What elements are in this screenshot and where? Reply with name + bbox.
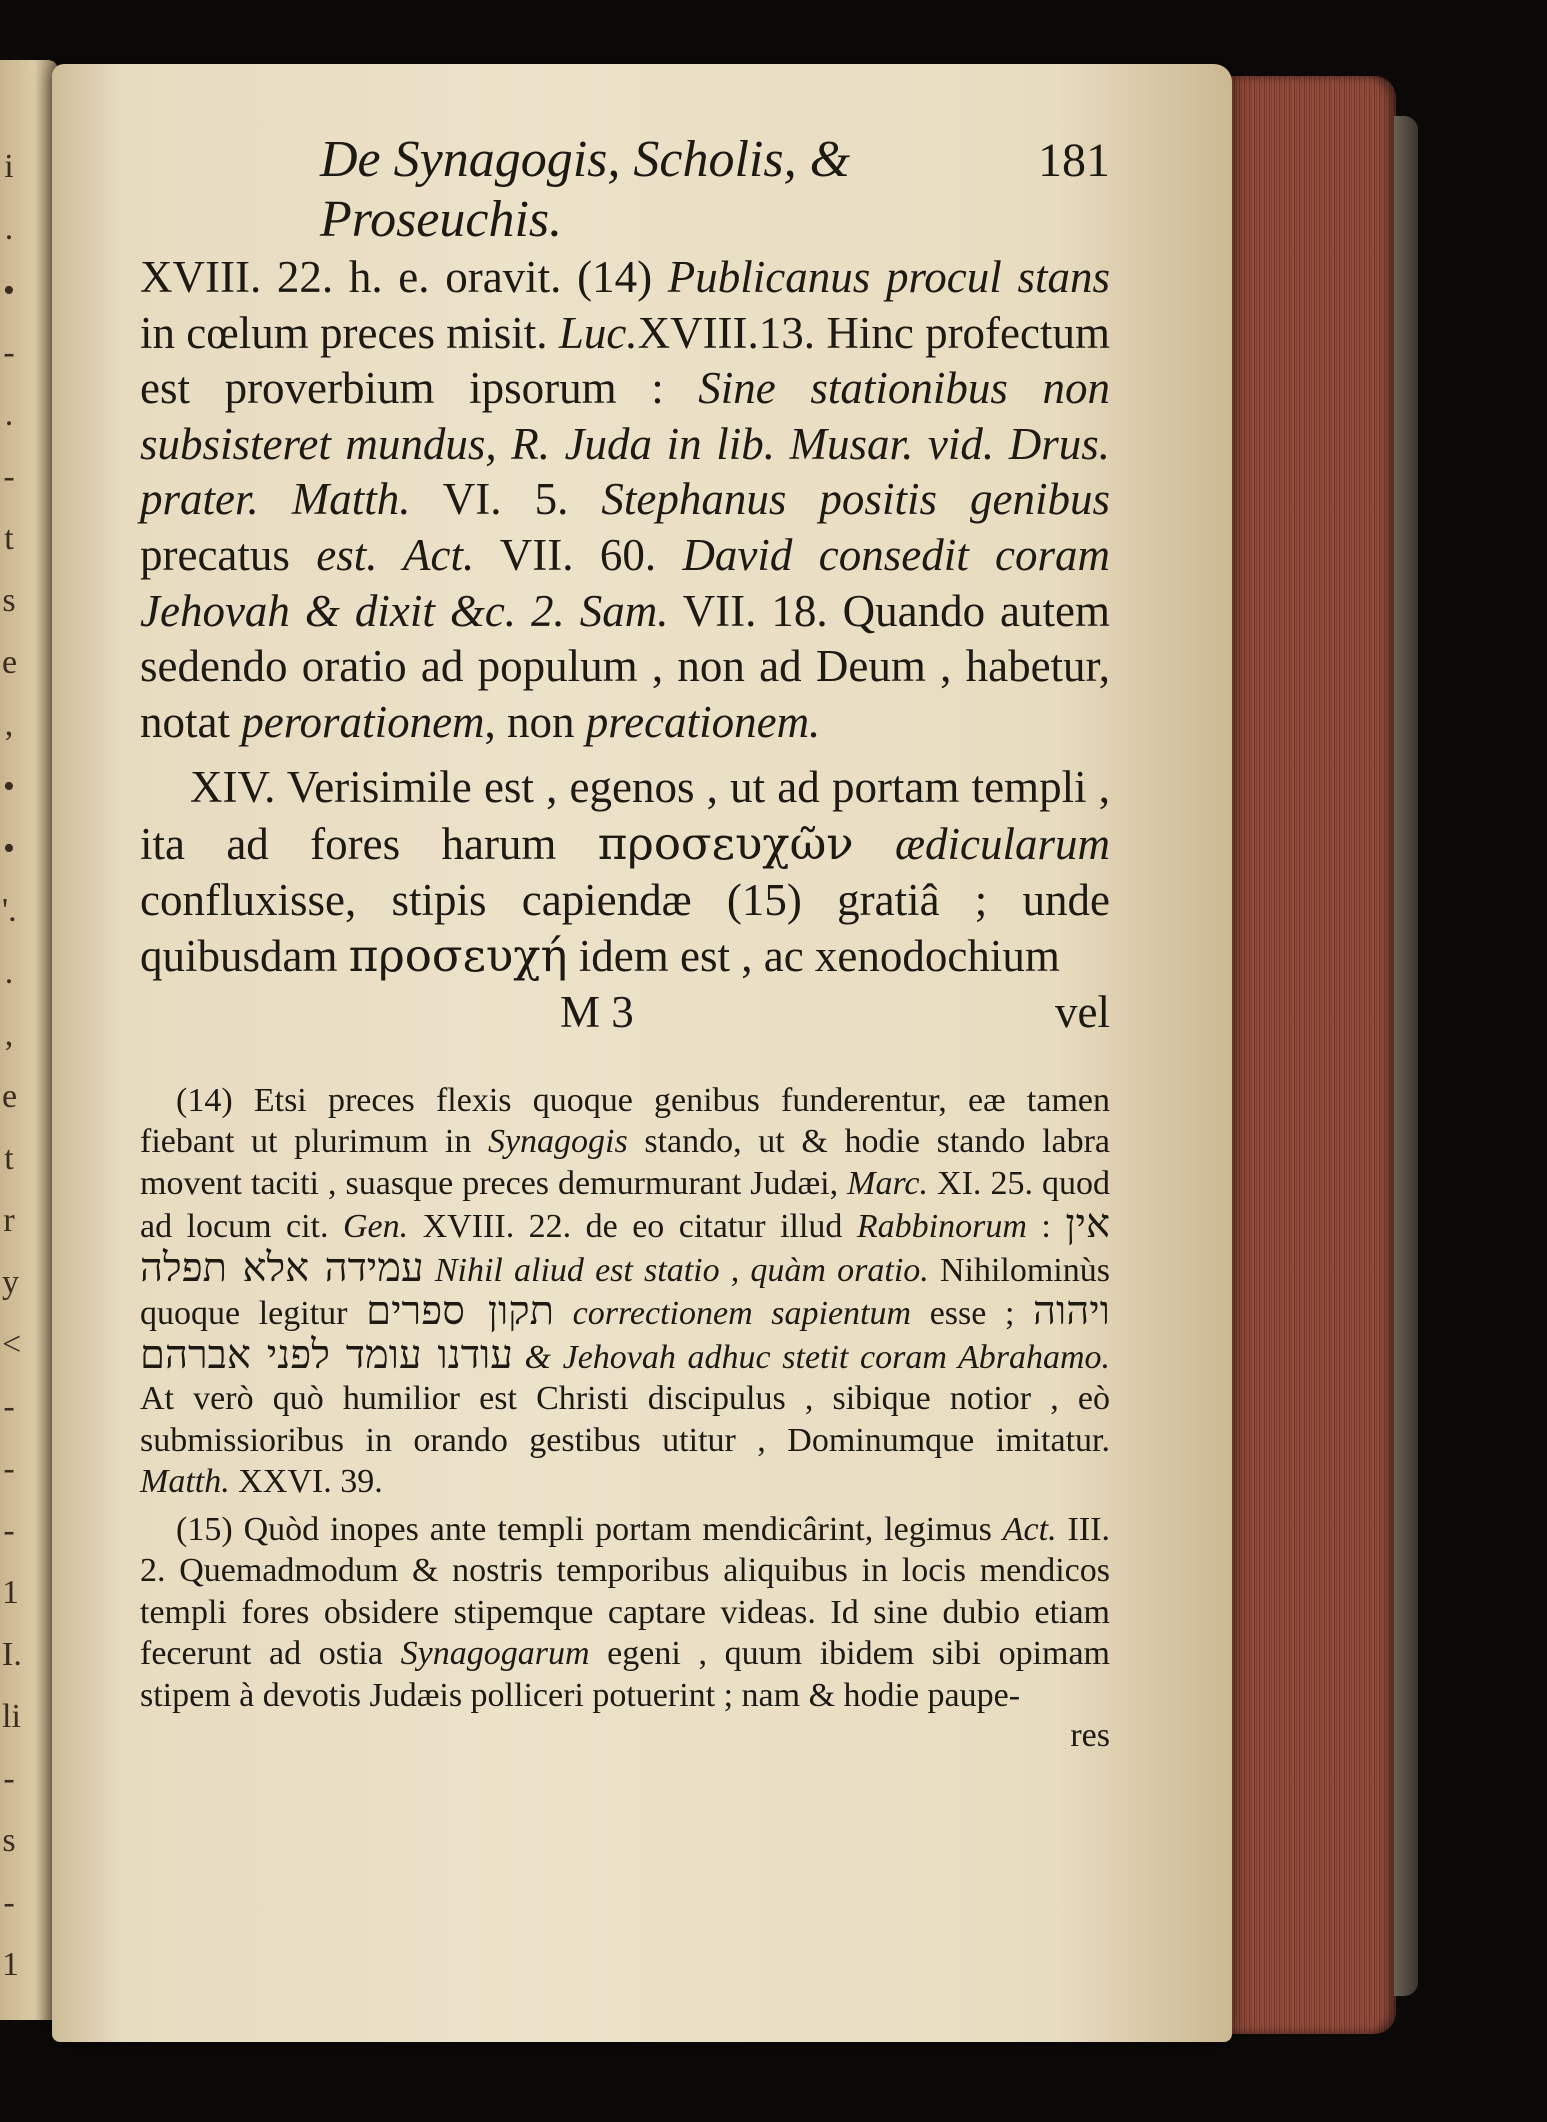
text-run: idem est , ac xenodochium <box>567 931 1060 982</box>
italic-run: precationem. <box>585 696 821 747</box>
hebrew-quote: ויהוה עודנו עומד לפני אברהם <box>140 1288 1111 1378</box>
italic-run: Matth. <box>140 1463 230 1501</box>
previous-page-character: • <box>3 272 15 309</box>
text-run <box>854 819 895 869</box>
previous-page-character: I. <box>2 1636 22 1673</box>
text-run <box>424 1252 435 1289</box>
previous-page-character: - <box>3 458 15 495</box>
previous-page-character: , <box>4 1016 14 1053</box>
text-run: XI. 25. quod ad locum cit. <box>140 1164 1110 1246</box>
text-run: precatus <box>140 529 317 580</box>
catchword: vel <box>1055 986 1110 1037</box>
book-page-edges <box>1226 76 1396 2034</box>
italic-run: Gen. <box>342 1208 409 1246</box>
previous-page-character: li <box>2 1698 21 1735</box>
previous-page-character: t <box>4 520 14 557</box>
italic-run: perorationem <box>241 696 485 747</box>
italic-run: Sine stationibus non subsisteret mundus, R. Juda in lib. Musar. vid. Drus. prater. Matth. <box>140 363 1110 525</box>
text-run: egeni , quum ibidem sibi opimam stipem à devotis Judæis polliceri potuerint ; nam & hodie paupe- <box>140 1635 1111 1714</box>
hebrew-quote: תקון ספרים <box>366 1288 554 1335</box>
italic-run: Synagogis <box>487 1123 628 1161</box>
text-run: III. 2. Quemadmodum & nostris temporibus aliquibus in locis mendicos templi fores obsidere stipemque captare videas. Id sine dubio etiam fecerunt ad ostia <box>140 1510 1110 1673</box>
paragraph-xviii <box>140 250 1110 750</box>
italic-run: Stephanus positis genibus <box>601 474 1110 525</box>
text-run: confluxisse, stipis capiendæ (15) gratiâ ; unde quibusdam <box>140 874 1110 982</box>
text-run: VII. 18. Quando autem sedendo oratio ad populum , non ad Deum , habetur, notat <box>140 585 1110 747</box>
text-run: XVIII.13. Hinc profectum est proverbium ipsorum : <box>140 307 1110 414</box>
previous-page-character: - <box>3 1760 15 1797</box>
italic-run: correctionem sapientum <box>572 1295 912 1333</box>
italic-run: Synagogarum <box>400 1635 590 1673</box>
previous-page-character: y <box>2 1264 19 1301</box>
previous-page-character: . <box>4 210 14 247</box>
text-run: XVIII. 22. h. e. oravit. (14) <box>140 252 668 302</box>
text-run: At verò quò humilior est Christi discipulus , sibique notior , eò submissioribus in orando gestibus utitur , Dominumque imitatur. <box>140 1380 1110 1459</box>
italic-run: ædicularum <box>894 818 1110 869</box>
previous-page-character: , <box>4 706 14 743</box>
italic-run: Luc. <box>558 307 638 358</box>
previous-page-character: s <box>2 582 16 619</box>
text-run: VI. 5. <box>410 474 602 525</box>
italic-run: Marc. <box>847 1164 929 1202</box>
text-run: Nihilominùs quoque legitur <box>140 1251 1110 1333</box>
text-run: XVIII. 22. de eo citatur illud <box>408 1208 857 1246</box>
previous-page-character: < <box>2 1326 22 1363</box>
previous-page-character: s <box>2 1822 16 1859</box>
paragraph-xiv <box>140 760 1110 984</box>
previous-page-character: - <box>3 1450 15 1487</box>
running-head-title: De Synagogis, Scholis, & Proseuchis. <box>320 131 851 248</box>
previous-page-character: - <box>3 1388 15 1425</box>
text-run: : <box>1026 1208 1066 1246</box>
italic-run: Nihil aliud est statio , quàm oratio. <box>434 1251 929 1289</box>
italic-run: Rabbinorum <box>856 1208 1027 1246</box>
previous-page-character: • <box>3 768 15 805</box>
italic-run: Publicanus procul stans <box>667 252 1110 302</box>
text-run <box>513 1339 525 1376</box>
italic-run: David consedit coram Jehovah & dixit &c. 2. Sam. <box>140 529 1111 636</box>
footnote-15 <box>140 1509 1110 1717</box>
previous-page-character: '. <box>2 892 17 929</box>
previous-page-character: e <box>2 644 18 681</box>
text-run: in cœlum preces misit. <box>140 307 559 358</box>
text-run: (15) Quòd inopes ante templi portam mendicârint, legimus <box>176 1510 1003 1548</box>
main-text <box>140 250 1110 985</box>
text-run: esse ; <box>911 1295 1034 1333</box>
italic-run: & Jehovah adhuc stetit coram Abrahamo. <box>524 1338 1110 1376</box>
previous-page-character: 1 <box>2 1946 19 1983</box>
signature-line <box>140 985 1110 1040</box>
text-run: (14) Etsi preces flexis quoque genibus funderentur, eæ tamen fiebant ut plurimum in <box>140 1081 1110 1161</box>
previous-page-character: t <box>4 1140 14 1177</box>
previous-page-character: . <box>4 954 14 991</box>
footnote-catchword: res <box>1070 1717 1110 1755</box>
italic-run: est. Act. <box>316 529 475 580</box>
italic-run: Act. <box>1002 1510 1057 1548</box>
previous-page-character: - <box>3 1884 15 1921</box>
greek-word: προσευχῶν <box>597 816 854 870</box>
footnotes <box>140 1080 1110 1757</box>
previous-page-character: 1 <box>2 1574 19 1611</box>
text-run: VII. 60. <box>474 529 683 580</box>
page-text <box>140 130 1110 1756</box>
previous-page-character: - <box>3 334 15 371</box>
running-head <box>140 130 1110 250</box>
page-number: 181 <box>1038 134 1110 187</box>
previous-page-edge <box>0 60 58 2020</box>
text-run: stando, ut & hodie stando labra movent taciti , suasque preces demurmurant Judæi, <box>140 1123 1110 1202</box>
previous-page-character: • <box>3 830 15 867</box>
footnote-14 <box>140 1080 1110 1503</box>
previous-page-character: i <box>4 148 14 185</box>
previous-page-character: r <box>3 1202 15 1239</box>
text-run <box>554 1295 573 1332</box>
text-run: , non <box>484 696 586 747</box>
signature-mark: M 3 <box>560 986 634 1037</box>
text-run: XXVI. 39. <box>229 1463 383 1501</box>
previous-page-character: - <box>3 1512 15 1549</box>
previous-page-character: . <box>4 396 14 433</box>
greek-word: προσευχή <box>348 929 568 983</box>
text-run: XIV. Verisimile est , egenos , ut ad portam templi , ita ad fores harum <box>140 762 1110 869</box>
hebrew-quote: אין עמידה אלא תפלה <box>140 1201 1110 1291</box>
previous-page-character: e <box>2 1078 18 1115</box>
